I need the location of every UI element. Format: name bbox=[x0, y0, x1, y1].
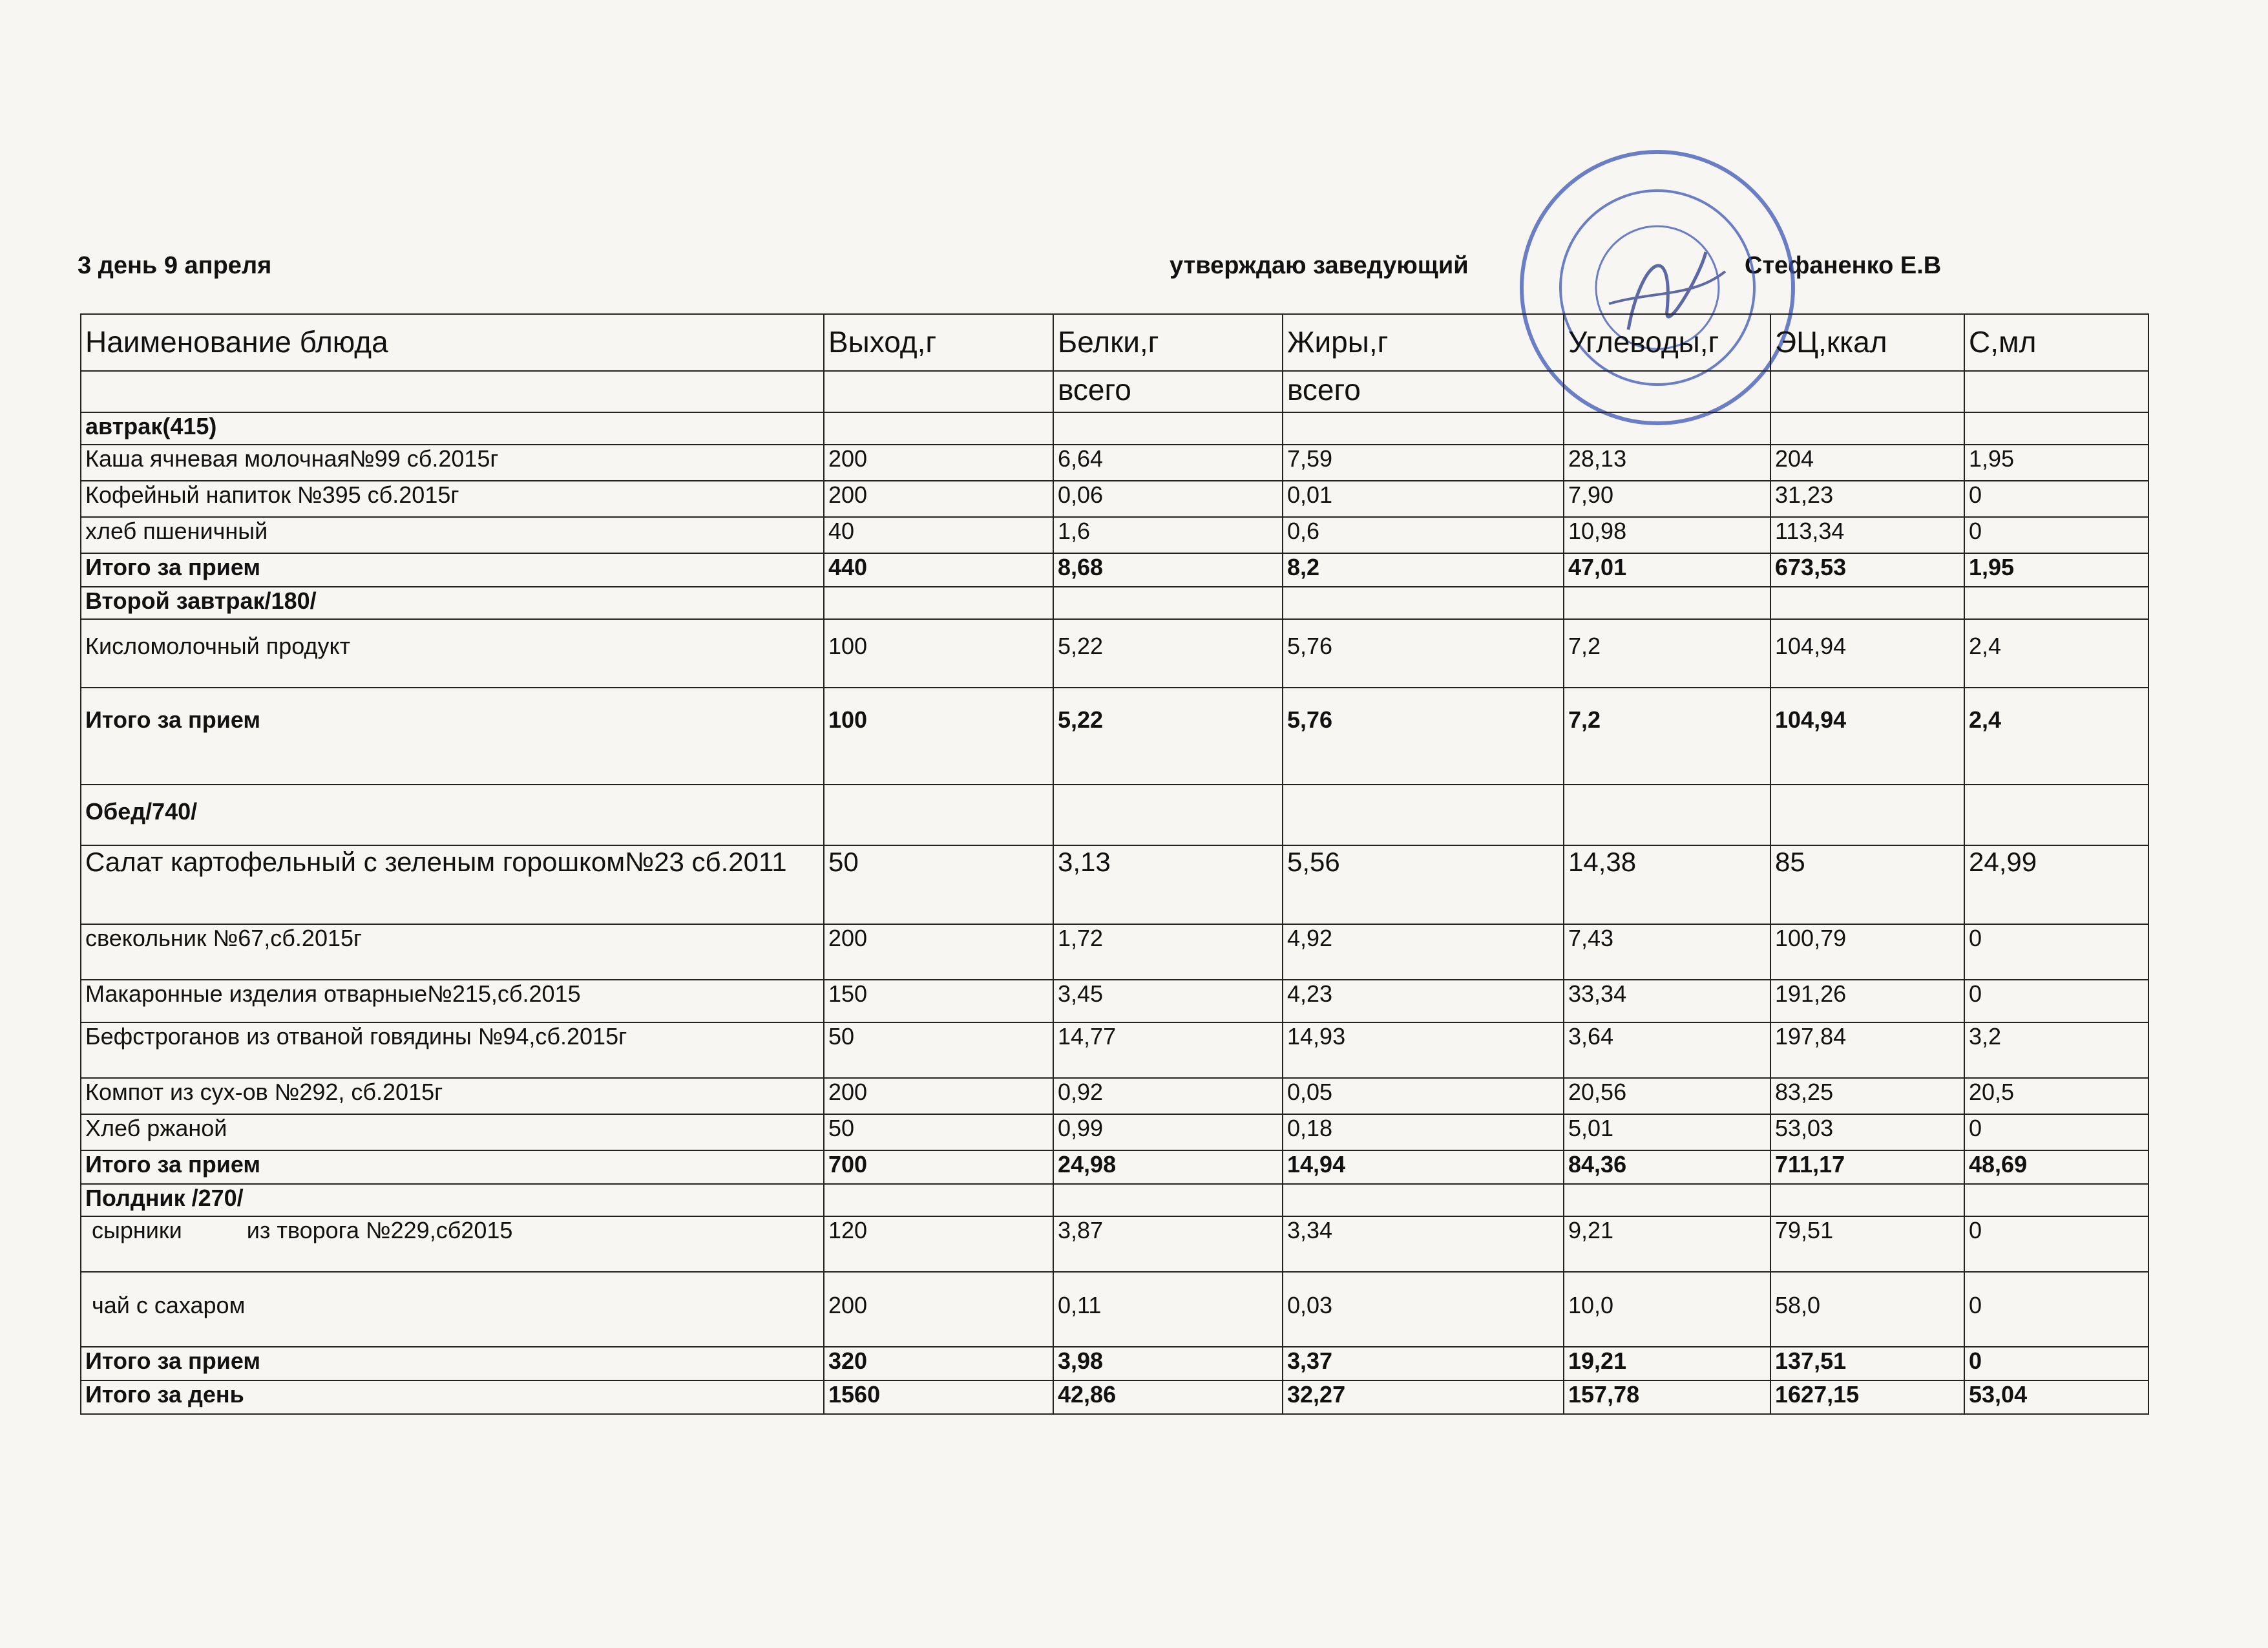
table-cell: 0 bbox=[1964, 924, 2148, 980]
table-cell bbox=[1770, 1184, 1964, 1216]
table-cell: 191,26 bbox=[1770, 980, 1964, 1022]
table-cell: 20,56 bbox=[1564, 1078, 1770, 1114]
table-row bbox=[81, 517, 2148, 553]
table-cell: 0 bbox=[1964, 1216, 2148, 1272]
table-row bbox=[81, 1114, 2148, 1150]
table-cell: 24,98 bbox=[1053, 1150, 1283, 1184]
table-cell: 1,72 bbox=[1053, 924, 1283, 980]
table-cell bbox=[1770, 412, 1964, 445]
table-cell: 79,51 bbox=[1770, 1216, 1964, 1272]
table-cell: 28,13 bbox=[1564, 445, 1770, 481]
table-cell: 5,76 bbox=[1283, 619, 1564, 688]
table-cell: Итого за прием bbox=[81, 1347, 824, 1380]
table-cell: 20,5 bbox=[1964, 1078, 2148, 1114]
table-cell: 40 bbox=[824, 517, 1053, 553]
table-cell: 3,64 bbox=[1564, 1022, 1770, 1078]
section-snack bbox=[81, 1184, 2148, 1216]
table-cell bbox=[1964, 785, 2148, 845]
table-cell: 0 bbox=[1964, 980, 2148, 1022]
table-cell: 5,76 bbox=[1283, 688, 1564, 785]
table-cell: 10,0 bbox=[1564, 1272, 1770, 1347]
table-cell: Итого за прием bbox=[81, 1150, 824, 1184]
protein-sub-header: всего bbox=[1053, 371, 1283, 412]
table-cell: 0,11 bbox=[1053, 1272, 1283, 1347]
table-cell: Каша ячневая молочная№99 сб.2015г bbox=[81, 445, 824, 481]
subtotal-row bbox=[81, 688, 2148, 785]
table-cell: 1,95 bbox=[1964, 553, 2148, 587]
table-cell: Макаронные изделия отварные№215,сб.2015 bbox=[81, 980, 824, 1022]
table-cell: 0 bbox=[1964, 481, 2148, 517]
col-vitc-header: С,мл bbox=[1964, 314, 2148, 371]
table-cell: 0,03 bbox=[1283, 1272, 1564, 1347]
table-cell: 200 bbox=[824, 481, 1053, 517]
table-cell: 5,56 bbox=[1283, 845, 1564, 924]
table-row bbox=[81, 445, 2148, 481]
table-cell: 31,23 bbox=[1770, 481, 1964, 517]
table-cell: 0,99 bbox=[1053, 1114, 1283, 1150]
table-cell: 24,99 bbox=[1964, 845, 2148, 924]
table-cell: 200 bbox=[824, 1272, 1053, 1347]
table-cell: 1560 bbox=[824, 1380, 1053, 1414]
table-cell: 204 bbox=[1770, 445, 1964, 481]
table-cell bbox=[1053, 1184, 1283, 1216]
table-cell bbox=[1283, 785, 1564, 845]
table-cell bbox=[1964, 1184, 2148, 1216]
table-cell bbox=[1770, 785, 1964, 845]
table-cell: Итого за прием bbox=[81, 688, 824, 785]
table-cell bbox=[824, 412, 1053, 445]
table-cell: 7,59 bbox=[1283, 445, 1564, 481]
table-cell: 200 bbox=[824, 1078, 1053, 1114]
table-cell: Компот из сух-ов №292, сб.2015г bbox=[81, 1078, 824, 1114]
table-cell: 42,86 bbox=[1053, 1380, 1283, 1414]
signer-name: Стефаненко Е.В bbox=[1745, 252, 1942, 279]
table-cell: Кофейный напиток №395 сб.2015г bbox=[81, 481, 824, 517]
table-cell: 104,94 bbox=[1770, 688, 1964, 785]
table-cell: 5,22 bbox=[1053, 619, 1283, 688]
table-cell: 113,34 bbox=[1770, 517, 1964, 553]
section-title: Обед/740/ bbox=[81, 785, 824, 845]
section-title: Полдник /270/ bbox=[81, 1184, 824, 1216]
table-cell: 1,95 bbox=[1964, 445, 2148, 481]
table-cell: 100 bbox=[824, 619, 1053, 688]
table-cell bbox=[1283, 1184, 1564, 1216]
table-row bbox=[81, 980, 2148, 1022]
table-cell: 200 bbox=[824, 445, 1053, 481]
table-cell: 3,34 bbox=[1283, 1216, 1564, 1272]
section-lunch bbox=[81, 785, 2148, 845]
table-cell: 3,13 bbox=[1053, 845, 1283, 924]
table-cell bbox=[1770, 371, 1964, 412]
table-cell: хлеб пшеничный bbox=[81, 517, 824, 553]
table-row bbox=[81, 1022, 2148, 1078]
table-cell: 200 bbox=[824, 924, 1053, 980]
table-cell: 32,27 bbox=[1283, 1380, 1564, 1414]
table-cell: 3,2 bbox=[1964, 1022, 2148, 1078]
table-cell: 8,2 bbox=[1283, 553, 1564, 587]
table-row bbox=[81, 924, 2148, 980]
table-cell: 100 bbox=[824, 688, 1053, 785]
table-cell: 14,93 bbox=[1283, 1022, 1564, 1078]
table-cell: 0 bbox=[1964, 1114, 2148, 1150]
table-cell: 1627,15 bbox=[1770, 1380, 1964, 1414]
table-cell: 83,25 bbox=[1770, 1078, 1964, 1114]
table-header-row bbox=[81, 314, 2148, 371]
table-row bbox=[81, 1216, 2148, 1272]
table-cell: 50 bbox=[824, 1022, 1053, 1078]
table-cell: 2,4 bbox=[1964, 619, 2148, 688]
table-cell: 50 bbox=[824, 1114, 1053, 1150]
table-cell bbox=[1770, 587, 1964, 619]
day-total-row bbox=[81, 1380, 2148, 1414]
table-cell: свекольник №67,сб.2015г bbox=[81, 924, 824, 980]
table-cell: 3,37 bbox=[1283, 1347, 1564, 1380]
table-cell bbox=[1564, 412, 1770, 445]
table-cell: 8,68 bbox=[1053, 553, 1283, 587]
approval-label: утверждаю заведующий bbox=[1170, 252, 1469, 279]
section-title: автрак(415) bbox=[81, 412, 824, 445]
table-cell: 4,23 bbox=[1283, 980, 1564, 1022]
table-cell bbox=[1564, 371, 1770, 412]
table-cell: 1,6 bbox=[1053, 517, 1283, 553]
col-carbs-header: Углеводы,г bbox=[1564, 314, 1770, 371]
table-cell: 120 bbox=[824, 1216, 1053, 1272]
table-cell: 104,94 bbox=[1770, 619, 1964, 688]
table-subheader-row bbox=[81, 371, 2148, 412]
table-cell: 0,92 bbox=[1053, 1078, 1283, 1114]
table-cell bbox=[1564, 785, 1770, 845]
table-cell: Салат картофельный с зеленым горошком№23 сб.2011 bbox=[81, 845, 824, 924]
table-cell: 7,2 bbox=[1564, 688, 1770, 785]
table-cell: Итого за день bbox=[81, 1380, 824, 1414]
col-protein-header: Белки,г bbox=[1053, 314, 1283, 371]
table-cell: 9,21 bbox=[1564, 1216, 1770, 1272]
table-cell: 0,06 bbox=[1053, 481, 1283, 517]
table-cell: 14,38 bbox=[1564, 845, 1770, 924]
table-cell: 50 bbox=[824, 845, 1053, 924]
col-fat-header: Жиры,г bbox=[1283, 314, 1564, 371]
section-second-breakfast bbox=[81, 587, 2148, 619]
table-cell: 711,17 bbox=[1770, 1150, 1964, 1184]
section-title: Второй завтрак/180/ bbox=[81, 587, 824, 619]
table-cell: 7,43 bbox=[1564, 924, 1770, 980]
table-cell: 14,77 bbox=[1053, 1022, 1283, 1078]
table-cell: 440 bbox=[824, 553, 1053, 587]
table-row bbox=[81, 481, 2148, 517]
table-cell: 48,69 bbox=[1964, 1150, 2148, 1184]
table-cell: 2,4 bbox=[1964, 688, 2148, 785]
table-cell: 0 bbox=[1964, 1347, 2148, 1380]
table-cell: 197,84 bbox=[1770, 1022, 1964, 1078]
table-row bbox=[81, 619, 2148, 688]
table-cell: 10,98 bbox=[1564, 517, 1770, 553]
table-cell: 0,6 bbox=[1283, 517, 1564, 553]
table-cell: 14,94 bbox=[1283, 1150, 1564, 1184]
table-cell: 85 bbox=[1770, 845, 1964, 924]
table-cell: Кисломолочный продукт bbox=[81, 619, 824, 688]
table-cell bbox=[81, 371, 824, 412]
section-breakfast bbox=[81, 412, 2148, 445]
col-name-header: Наименование блюда bbox=[81, 314, 824, 371]
table-cell: 320 bbox=[824, 1347, 1053, 1380]
table-cell: 100,79 bbox=[1770, 924, 1964, 980]
table-cell: 673,53 bbox=[1770, 553, 1964, 587]
table-cell: 0 bbox=[1964, 1272, 2148, 1347]
fat-sub-header: всего bbox=[1283, 371, 1564, 412]
table-cell: 53,03 bbox=[1770, 1114, 1964, 1150]
table-row bbox=[81, 845, 2148, 924]
table-cell: сырники из творога №229,сб2015 bbox=[81, 1216, 824, 1272]
menu-day-title: 3 день 9 апреля bbox=[78, 252, 272, 279]
table-cell bbox=[1964, 371, 2148, 412]
table-cell bbox=[824, 371, 1053, 412]
table-cell: 3,87 bbox=[1053, 1216, 1283, 1272]
table-cell: 700 bbox=[824, 1150, 1053, 1184]
table-cell bbox=[1053, 587, 1283, 619]
table-cell: 5,01 bbox=[1564, 1114, 1770, 1150]
subtotal-row bbox=[81, 553, 2148, 587]
table-cell: 7,90 bbox=[1564, 481, 1770, 517]
menu-table bbox=[80, 313, 2149, 1415]
table-cell: 19,21 bbox=[1564, 1347, 1770, 1380]
table-cell: 3,45 bbox=[1053, 980, 1283, 1022]
table-cell bbox=[824, 785, 1053, 845]
table-cell: Итого за прием bbox=[81, 553, 824, 587]
table-cell: 157,78 bbox=[1564, 1380, 1770, 1414]
subtotal-row bbox=[81, 1150, 2148, 1184]
table-cell: 84,36 bbox=[1564, 1150, 1770, 1184]
table-cell bbox=[1964, 587, 2148, 619]
table-cell bbox=[1053, 412, 1283, 445]
table-cell bbox=[1564, 587, 1770, 619]
table-cell: 58,0 bbox=[1770, 1272, 1964, 1347]
table-cell: 5,22 bbox=[1053, 688, 1283, 785]
table-cell bbox=[1053, 785, 1283, 845]
table-cell: 0,01 bbox=[1283, 481, 1564, 517]
table-row bbox=[81, 1078, 2148, 1114]
table-cell: Бефстроганов из отваной говядины №94,сб.2015г bbox=[81, 1022, 824, 1078]
table-cell bbox=[1564, 1184, 1770, 1216]
table-row bbox=[81, 1272, 2148, 1347]
table-cell: Хлеб ржаной bbox=[81, 1114, 824, 1150]
table-cell bbox=[1964, 412, 2148, 445]
table-cell: 4,92 bbox=[1283, 924, 1564, 980]
table-cell bbox=[824, 587, 1053, 619]
table-cell bbox=[1283, 412, 1564, 445]
table-cell bbox=[824, 1184, 1053, 1216]
col-energy-header: ЭЦ,ккал bbox=[1770, 314, 1964, 371]
table-cell: 0,05 bbox=[1283, 1078, 1564, 1114]
table-cell bbox=[1283, 587, 1564, 619]
table-cell: 6,64 bbox=[1053, 445, 1283, 481]
table-cell: 7,2 bbox=[1564, 619, 1770, 688]
subtotal-row bbox=[81, 1347, 2148, 1380]
table-cell: 0,18 bbox=[1283, 1114, 1564, 1150]
table-cell: 0 bbox=[1964, 517, 2148, 553]
table-cell: 33,34 bbox=[1564, 980, 1770, 1022]
table-cell: 3,98 bbox=[1053, 1347, 1283, 1380]
col-output-header: Выход,г bbox=[824, 314, 1053, 371]
table-cell: 53,04 bbox=[1964, 1380, 2148, 1414]
table-cell: чай с сахаром bbox=[81, 1272, 824, 1347]
table-cell: 137,51 bbox=[1770, 1347, 1964, 1380]
table-cell: 150 bbox=[824, 980, 1053, 1022]
table-cell: 47,01 bbox=[1564, 553, 1770, 587]
